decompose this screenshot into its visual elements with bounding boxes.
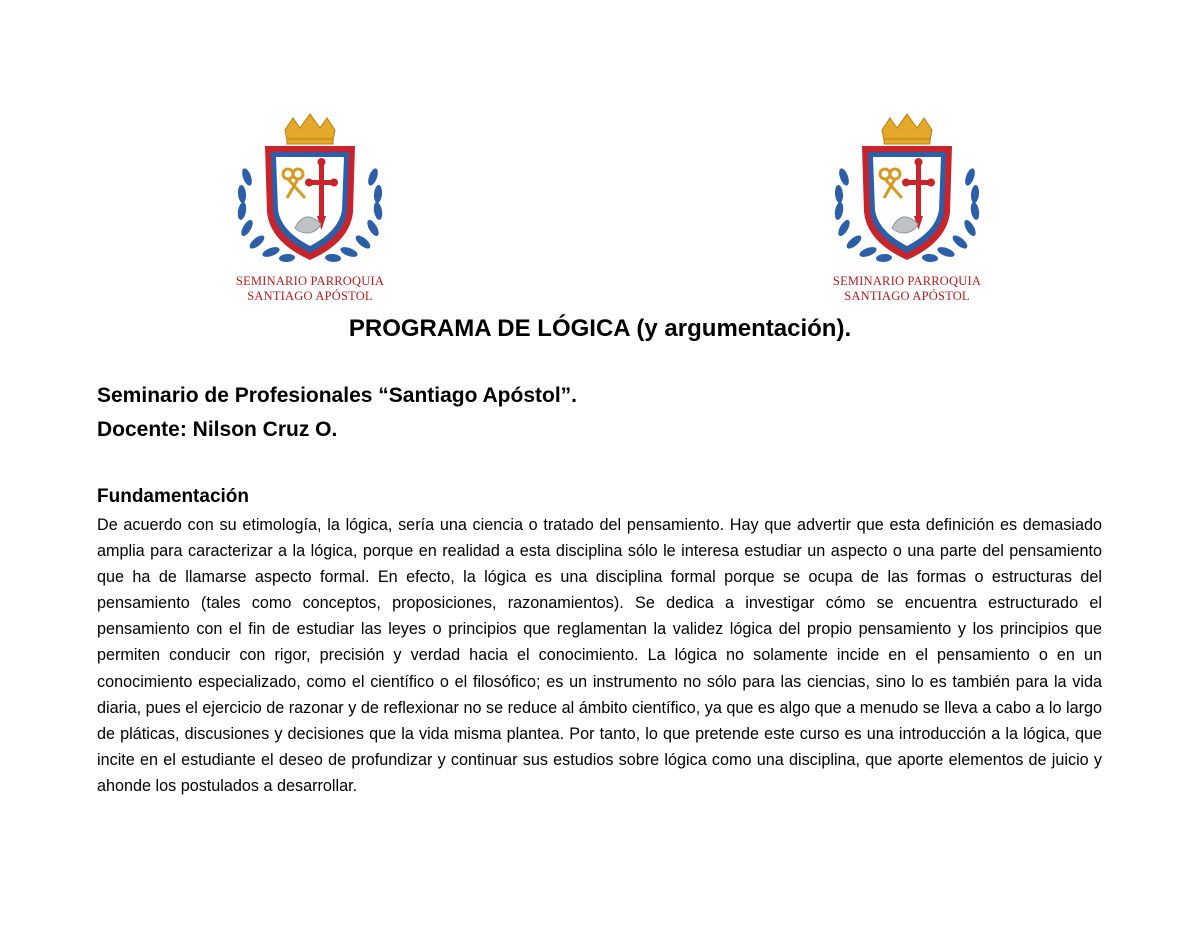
document-title-main: PROGRAMA DE LÓGICA — [348, 315, 630, 342]
seminar-name: Seminario de Profesionales “Santiago Apóstol”. — [97, 384, 577, 407]
document-title-suffix: (y argumentación). — [636, 315, 852, 342]
section-heading: Fundamentación — [97, 486, 250, 507]
document-title — [0, 313, 1200, 345]
logo-caption-line1: SEMINARIO PARROQUIA — [235, 274, 385, 288]
teacher-name: Docente: Nilson Cruz O. — [97, 418, 338, 441]
logo-caption-line1: SEMINARIO PARROQUIA — [832, 274, 982, 288]
crest-emblem-icon — [225, 112, 395, 272]
seminary-crest-logo-right — [822, 112, 992, 307]
crest-emblem-icon — [822, 112, 992, 272]
logo-caption-line2: SANTIAGO APÓSTOL — [844, 289, 970, 303]
seminary-crest-logo-left — [225, 112, 395, 307]
body-paragraph: De acuerdo con su etimología, la lógica, sería una ciencia o tratado del pensamiento. Hay que advertir que esta definición es demasiado amplia para caracterizar a la lógica, porque en realidad a esta disciplina sólo le interesa estudiar un aspecto o una parte del pensamiento que ha de llamarse aspecto formal. En efecto, la lógica es una disciplina formal porque se ocupa de las formas o estructuras del pensamiento (tales como conceptos, proposiciones, razonamientos). Se dedica a investigar cómo se encuentra estructurado el pensamiento con el fin de estudiar las leyes o principios que reglamentan la validez lógica del propio pensamiento y los principios que permiten conducir con rigor, precisión y verdad hacia el conocimiento. La lógica no solamente incide en el pensamiento o en un conocimiento especializado, como el científico o el filosófico; es un instrumento no sólo para las ciencias, sino lo es también para la vida diaria, pues el ejercicio de razonar y de reflexionar no se reduce al ámbito científico, ya que es algo que a menudo se lleva a cabo a lo largo de pláticas, discusiones y decisiones que la vida misma plantea. Por tanto, lo que pretende este curso es una introducción a la lógica, que incite en el estudiante el deseo de profundizar y continuar sus estudios sobre lógica como una disciplina, que aporte elementos de juicio y ahonde los postulados a desarrollar. — [97, 516, 1102, 795]
logo-caption-line2: SANTIAGO APÓSTOL — [247, 289, 373, 303]
